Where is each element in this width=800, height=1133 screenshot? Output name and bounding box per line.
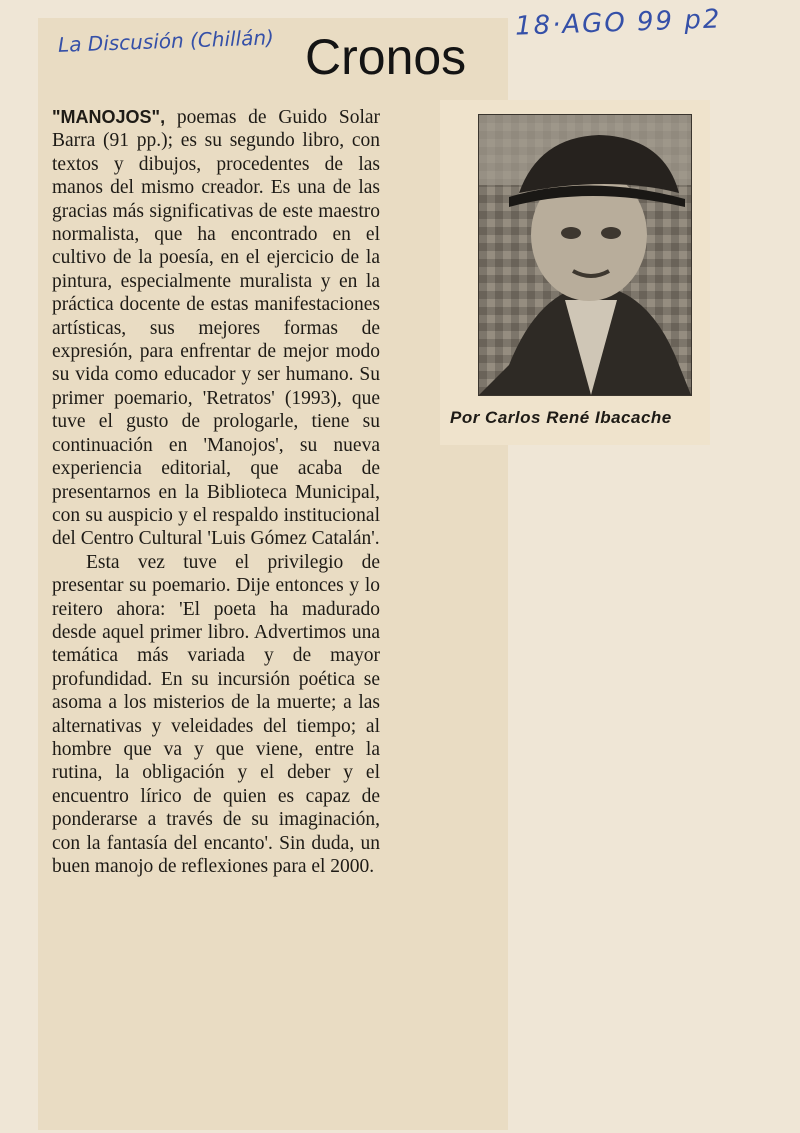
handwritten-date: 18·AGO 99 p2 [514, 4, 722, 42]
article-body [52, 106, 380, 878]
section-title: Cronos [305, 29, 467, 85]
article-lead-title: "MANOJOS", [52, 107, 166, 127]
author-byline: Por Carlos René Ibacache [450, 408, 672, 427]
article-paragraph: Esta vez tuve el privilegio de presentar su poemario. Dije entonces y lo reitero ahora: 'El poeta ha madurado desde aquel primer libro. Advertimos una temática más variada y de mayor profundidad. En su incursión poética se asoma a los misterios de la muerte; a las alternativas y veleidades del tiempo; al hombre que va y que viene, entre la rutina, la obligación y el deber y el encuentro lírico de quien es capaz de ponderarse a través de su imaginación, con la fantasía del encanto'. Sin duda, un buen manojo de reflexiones para el 2000. [52, 551, 380, 877]
article-paragraph [52, 106, 380, 551]
handwritten-source-note: La Discusión (Chillán) [57, 25, 275, 57]
author-portrait [478, 114, 692, 396]
portrait-illustration [479, 115, 691, 395]
article-paragraph-text: poemas de Guido Solar Barra (91 pp.); es su segundo libro, con textos y dibujos, procedentes de las manos del mismo creador. Es una de las gracias más significativas de este maestro normalista, que ha encontrado en el cultivo de la poesía, en el ejercicio de la pintura, especialmente muralista y en la práctica docente de estas manifestaciones artísticas, sus mejores formas de expresión, para enfrentar de mejor modo su vida como educador y ser humano. Su primer poemario, 'Retratos' (1993), que tuve el gusto de prologarle, tiene su continuación en 'Manojos', su nueva experiencia editorial, que acaba de presentarnos en la Biblioteca Municipal, con su auspicio y el respaldo institucional del Centro Cultural 'Luis Gómez Catalán'. [52, 107, 381, 550]
